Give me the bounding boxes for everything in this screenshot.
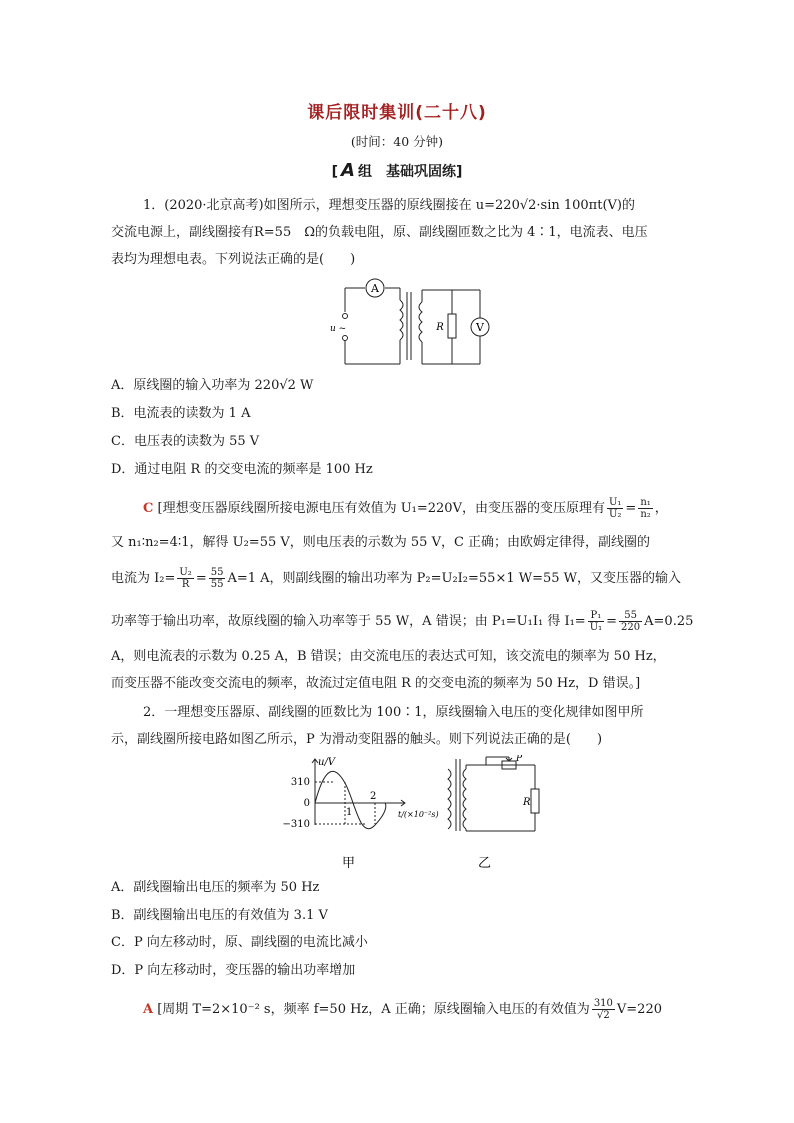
q1-option-d: D．通过电阻 R 的交变电流的频率是 100 Hz	[111, 462, 373, 477]
q1-fraction: $\frac{\text{n₁}}{\text{n₂}}$	[640, 497, 651, 520]
q1-answer: C	[143, 501, 154, 516]
q2-option-a: A．副线圈输出电压的频率为 50 Hz	[111, 880, 320, 895]
q2-stem-line2: 示，副线圈所接电路如图乙所示，P 为滑动变阻器的触头。则下列说法正确的是( )	[111, 732, 603, 747]
q2-answer: A	[143, 1002, 154, 1017]
q2-figure	[280, 755, 550, 870]
source-label: u ~	[330, 324, 347, 334]
q2-option-d: D．P 向左移动时，变压器的输出功率增加	[111, 963, 356, 978]
q1-explanation-line3: 电流为 I₂= $\frac{\text{U₂}}{R}$ = $\frac{55}{55}$ A=1 A，则副线圈的输出功率为 P₂=U₂I₂=55×1 W=55 W，又变压器的输入	[111, 567, 682, 590]
y-tick-zero: 0	[303, 798, 310, 809]
q1-explanation-line2: 又 n₁∶n₂=4∶1，解得 U₂=55 V，则电压表的示数为 55 V，C 正确；由欧姆定律得，副线圈的	[111, 535, 651, 550]
q1-stem-line3: 表均为理想电表。下列说法正确的是( )	[111, 252, 356, 267]
q1-fraction: $\frac{\text{U₁}}{\text{U₂}}$	[608, 497, 622, 520]
y-tick-max: 310	[290, 777, 310, 788]
slider-label: P	[516, 755, 523, 764]
q2-option-c: C．P 向左移动时，原、副线圈的电流比减小	[111, 935, 368, 950]
y-axis-unit: u/V	[318, 757, 336, 768]
q1-explanation-line6: 而变压器不能改变交流电的频率，故流过定值电阻 R 的交变电流的频率为 50 Hz，D 错误。]	[111, 676, 641, 691]
q1-option-b: B．电流表的读数为 1 A	[111, 406, 251, 421]
q1-stem-line1: 1．(2020·北京高考)如图所示，理想变压器的原线圈接在 u=220√2·sin 100πt(V)的	[143, 198, 635, 213]
x-tick-1: 1	[346, 807, 353, 818]
x-tick-2: 2	[370, 791, 377, 802]
y-tick-min: −310	[282, 819, 310, 830]
q1-stem-line2: 交流电源上，副线圈接有R=55 Ω的负载电阻，原、副线圈匝数之比为 4∶1，电流表、电压	[111, 225, 648, 240]
q1-option-c: C．电压表的读数为 55 V	[111, 434, 260, 449]
figure-yi-label: 乙	[478, 856, 492, 870]
q1-circuit-figure	[330, 276, 500, 368]
figure-jia-label: 甲	[342, 856, 356, 870]
q1-explanation-line1: C [理想变压器原线圈所接电源电压有效值为 U₁=220V，由变压器的变压原理有 $\frac{\text{U₁}}{\text{U₂}}$ = $\frac{\text{n₁}}{\text{n₂}}$ ，	[143, 497, 668, 520]
q2-explanation-line1: A [周期 T=2×10⁻² s，频率 f=50 Hz，A 正确；原线圈输入电压的有效值为 $\frac{310}{√2}$ V=220	[143, 998, 662, 1021]
group-heading: [ A 组 基础巩固练]	[331, 160, 463, 181]
q2-option-b: B．副线圈输出电压的有效值为 3.1 V	[111, 908, 328, 923]
q1-explanation-line5: A，则电流表的示数为 0.25 A，B 错误；由交流电压的表达式可知，该交流电的频率为 50 Hz，	[111, 649, 666, 664]
resistor-label: R	[523, 797, 531, 808]
q2-stem-line1: 2．一理想变压器原、副线圈的匝数比为 100∶1，原线圈输入电压的变化规律如图甲所	[143, 705, 644, 720]
ammeter-label: A	[371, 282, 379, 295]
x-axis-unit: t/(×10⁻²s)	[398, 810, 439, 819]
page-title: 课后限时集训(二十八)	[307, 103, 487, 123]
resistor-label: R	[436, 322, 444, 333]
q1-option-a: A．原线圈的输入功率为 220√2 W	[111, 378, 314, 393]
voltmeter-label: V	[476, 321, 484, 334]
q1-explanation-line4: 功率等于输出功率，故原线圈的输入功率等于 55 W，A 错误；由 P₁=U₁I₁ 得 I₁= $\frac{\text{P₁}}{\text{U₁}}$ = $\frac{55}{220}$ A=0.25	[111, 610, 694, 633]
time-note: (时间：40 分钟)	[350, 134, 444, 149]
